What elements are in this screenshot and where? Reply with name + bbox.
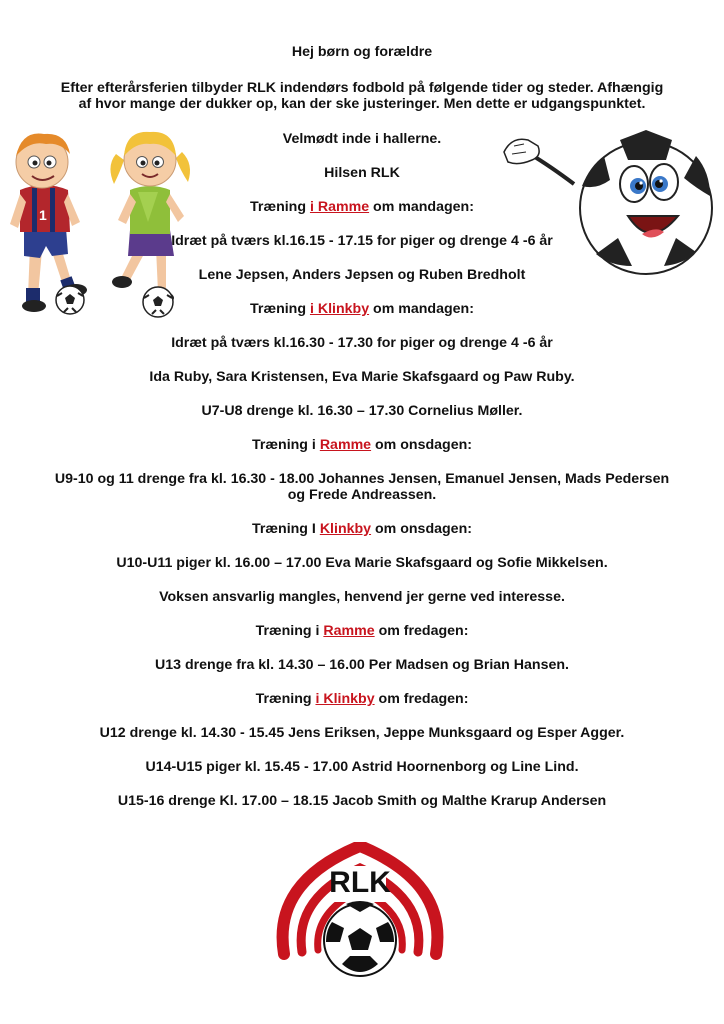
place-link-klinkby: i Klinkby	[315, 691, 375, 707]
klinkby-monday-line-3: U7-U8 drenge kl. 16.30 – 17.30 Cornelius Møller.	[201, 403, 523, 419]
signoff: Hilsen RLK	[324, 165, 400, 181]
heading-post: om onsdagen:	[371, 521, 472, 537]
klinkby-friday-line-2: U14-U15 piger kl. 15.45 - 17.00 Astrid Hoornenborg og Line Lind.	[145, 759, 579, 775]
svg-text:1: 1	[39, 207, 47, 223]
heading-pre: Træning	[250, 301, 310, 317]
klinkby-monday-line-2: Ida Ruby, Sara Kristensen, Eva Marie Skafsgaard og Paw Ruby.	[149, 369, 575, 385]
welcome-text: Velmødt inde i hallerne.	[282, 131, 442, 147]
ramme-friday-line-1: U13 drenge fra kl. 14.30 – 16.00 Per Madsen og Brian Hansen.	[155, 657, 569, 673]
heading-post: om fredagen:	[374, 623, 469, 639]
place-link-ramme: Ramme	[323, 623, 375, 639]
intro-line-2: af hvor mange der dukker op, kan der ske justeringer. Men dette er udgangspunktet.	[78, 96, 646, 112]
ramme-wednesday-line-1: U9-10 og 11 drenge fra kl. 16.30 - 18.00 Johannes Jensen, Emanuel Jensen, Mads Pedersen	[54, 471, 670, 487]
heading-klinkby-wednesday	[0, 521, 724, 538]
cartoon-boy-illustration	[8, 128, 100, 320]
klinkby-wednesday-line-1: U10-U11 piger kl. 16.00 – 17.00 Eva Marie Skafsgaard og Sofie Mikkelsen.	[116, 555, 608, 571]
place-link-klinkby: Klinkby	[319, 521, 372, 537]
heading-pre: Træning	[255, 691, 316, 707]
heading-ramme-friday	[0, 623, 724, 640]
heading-post: om fredagen:	[374, 691, 469, 707]
ramme-monday-line-1: Idræt på tværs kl.16.15 - 17.15 for piger og drenge 4 -6 år	[171, 233, 553, 249]
place-link-ramme: Ramme	[319, 437, 372, 453]
klinkby-friday-line-1: U12 drenge kl. 14.30 - 15.45 Jens Eriksen, Jeppe Munksgaard og Esper Agger.	[99, 725, 625, 741]
place-link-klinkby: i Klinkby	[309, 301, 370, 317]
intro-line-1: Efter efterårsferien tilbyder RLK indendørs fodbold på følgende tider og steder. Afhængig	[60, 80, 664, 96]
heading-ramme-wednesday	[0, 437, 724, 454]
heading-pre: Træning	[250, 199, 310, 215]
heading-pre: Træning I	[252, 521, 320, 537]
heading-post: om mandagen:	[369, 301, 474, 317]
ramme-monday-line-2: Lene Jepsen, Anders Jepsen og Ruben Bredholt	[198, 267, 526, 283]
heading-post: om onsdagen:	[371, 437, 472, 453]
heading-pre: Træning i	[255, 623, 324, 639]
klinkby-friday-line-3: U15-16 drenge Kl. 17.00 – 18.15 Jacob Smith og Malthe Krarup Andersen	[117, 793, 607, 809]
ramme-wednesday-line-2: og Frede Andreassen.	[287, 487, 437, 503]
klinkby-monday-line-1: Idræt på tværs kl.16.30 - 17.30 for piger og drenge 4 -6 år	[171, 335, 553, 351]
cartoon-girl-illustration	[108, 126, 194, 322]
klinkby-wednesday-line-2: Voksen ansvarlig mangles, henvend jer gerne ved interesse.	[159, 589, 565, 605]
heading-pre: Træning i	[252, 437, 320, 453]
heading-post: om mandagen:	[369, 199, 474, 215]
place-link-ramme: i Ramme	[309, 199, 370, 215]
heading-klinkby-friday	[0, 691, 724, 708]
cartoon-ball-mascot-illustration	[500, 126, 720, 276]
rlk-logo	[270, 842, 450, 978]
greeting: Hej børn og forældre	[291, 44, 433, 60]
logo-text: RLK	[329, 866, 391, 899]
